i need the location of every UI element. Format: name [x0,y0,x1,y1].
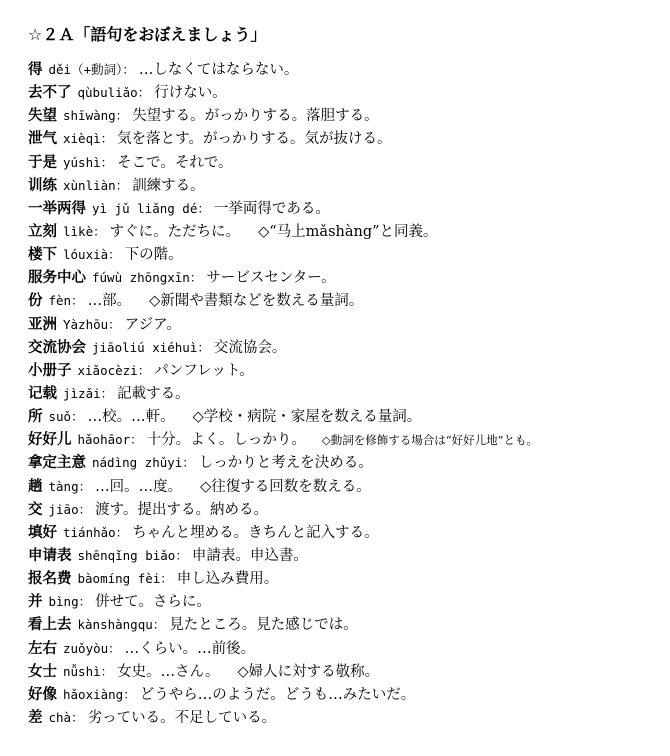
vocab-meaning: どうやら…のようだ。どうも…みたいだ。 [139,686,416,703]
vocab-pinyin: shīwàng： [63,108,129,124]
vocab-entry [28,405,668,428]
vocab-meaning: 劣っている。不足している。 [87,709,277,726]
vocab-meaning: サービスセンター。 [206,270,336,287]
vocab-entry [28,336,668,359]
vocab-entry [28,567,668,590]
vocab-meaning: 女史。…さん。 [117,663,220,680]
vocab-word: 泄气 [28,131,57,148]
vocab-meaning: 併せて。さらに。 [95,594,211,611]
vocab-word: 小册子 [28,362,72,379]
vocab-pinyin: xiǎocèzi： [77,362,151,378]
vocab-entry [28,637,668,660]
vocab-pinyin: chà： [48,709,84,725]
vocabulary-document [28,22,668,729]
vocab-entry [28,475,668,498]
vocab-word: 训练 [28,177,57,194]
vocab-pinyin: nádìng zhǔyi： [92,455,195,471]
vocab-word: 失望 [28,108,57,125]
vocab-word: 交流协会 [28,339,86,356]
vocab-entry [28,174,668,197]
vocab-meaning: …部。 [87,293,132,310]
vocab-word: 立刻 [28,223,57,240]
vocab-pinyin: zuǒyòu： [63,640,121,656]
vocab-entry [28,58,668,81]
vocab-pinyin: shēnqǐng biǎo： [77,547,188,563]
vocab-word: 于是 [28,154,57,171]
vocab-word: 记载 [28,385,57,402]
vocab-pinyin: yúshì： [63,154,114,170]
vocab-meaning: 見たところ。見た感じでは。 [169,617,358,634]
vocab-pinyin: tiánhǎo： [63,524,129,540]
vocab-meaning: ちゃんと埋める。きちんと記入する。 [132,524,379,541]
vocab-word: 亚洲 [28,316,57,333]
vocab-pinyin: kànshàngqu： [77,617,166,633]
vocab-meaning: …しなくてはならない。 [138,62,299,78]
vocab-pinyin: hǎoxiàng： [63,686,136,702]
vocab-word: 所 [28,409,43,426]
vocab-entry [28,683,668,706]
vocab-entry [28,498,668,521]
vocab-word: 楼下 [28,247,57,264]
vocab-pinyin: tàng： [48,478,92,494]
vocab-word: 去不了 [28,85,72,102]
vocab-entry [28,544,668,567]
vocab-pinyin: Yàzhōu： [63,316,121,332]
vocab-note: ◇往復する回数を数える。 [200,478,371,495]
vocab-meaning: 下の階。 [124,247,183,264]
vocab-word: 一举两得 [28,200,86,217]
vocab-meaning: …校。…軒。 [87,409,175,426]
vocab-entry [28,359,668,382]
vocab-entry [28,220,668,243]
vocab-pinyin: jiāo： [48,501,92,517]
vocab-note: ◇学校・病院・家屋を数える量詞。 [192,409,422,426]
vocab-meaning: …回。…度。 [95,478,183,495]
vocab-note: ◇婦人に対する敬称。 [237,663,380,680]
vocab-pinyin: fúwù zhōngxīn： [92,270,203,286]
vocab-word: 填好 [28,524,57,541]
vocab-entry [28,289,668,312]
vocab-word: 拿定主意 [28,455,86,472]
vocab-meaning: …くらい。…前後。 [124,640,256,657]
vocab-pinyin: xièqì： [63,131,114,147]
document-title: ☆２Ａ「語句をおぼえましょう」 [28,25,267,44]
vocab-entry [28,660,668,683]
vocab-meaning: 一挙両得である。 [213,200,330,217]
vocab-word: 好像 [28,686,57,703]
vocab-note: ◇新聞や書類などを数える量詞。 [149,293,364,310]
vocab-entry [28,197,668,220]
vocab-word: 女士 [28,663,57,680]
vocab-entry [28,590,668,613]
vocab-pinyin: jiāoliú xiéhuì： [92,339,210,355]
vocab-word: 左右 [28,640,57,657]
vocab-meaning: すぐに。ただちに。 [109,223,241,240]
vocab-entry [28,266,668,289]
vocab-meaning: 行けない。 [154,85,227,102]
vocab-entry [28,451,668,474]
vocab-meaning: 訓練する。 [132,177,205,194]
vocab-entry [28,706,668,729]
vocab-word: 看上去 [28,617,72,634]
vocab-meaning: パンフレット。 [154,362,254,379]
vocab-pinyin: qùbuliǎo： [77,85,151,101]
vocab-word: 趟 [28,478,43,495]
vocab-entry [28,243,668,266]
vocab-pinyin: suǒ： [48,409,84,425]
vocab-entry [28,104,668,127]
vocab-meaning: 交流協会。 [213,339,287,356]
vocab-word: 差 [28,709,43,726]
vocab-meaning: 気を落とす。がっかりする。気が抜ける。 [117,131,392,148]
vocab-pinyin: yì jǔ liǎng dé： [92,200,210,216]
vocab-meaning: 申し込み費用。 [176,571,279,588]
vocab-note: ◇動詞を修飾する場合は“好好儿地”とも。 [321,433,539,448]
vocab-pinyin: jìzǎi： [63,385,114,401]
vocab-meaning: しっかりと考えを決める。 [198,455,373,472]
vocab-pinyin: děi（+動詞）： [48,62,135,77]
vocab-entry [28,428,668,451]
vocab-word: 交 [28,501,43,518]
vocab-pinyin: hǎohāor： [77,432,143,448]
vocab-meaning: 渡す。提出する。納める。 [95,501,268,518]
vocab-meaning: 記載する。 [117,385,190,402]
vocab-meaning: 十分。よく。しっかり。 [146,432,306,449]
vocab-pinyin: lóuxià： [63,247,121,263]
vocab-meaning: 申請表。申込書。 [191,547,308,564]
vocab-pinyin: fèn： [48,293,84,309]
vocab-entry [28,81,668,104]
vocab-pinyin: lìkè： [63,223,106,239]
vocab-note: ◇“马上mǎshàng”と同義。 [258,223,438,240]
vocab-entry [28,313,668,336]
vocab-word: 申请表 [28,547,72,564]
vocab-entry [28,127,668,150]
vocab-meaning: 失望する。がっかりする。落胆する。 [132,108,379,125]
vocab-pinyin: nǚshì： [63,663,114,679]
vocab-pinyin: xùnliàn： [63,177,129,193]
vocab-word: 份 [28,293,43,310]
vocab-word: 得 [28,62,43,78]
vocab-word: 服务中心 [28,270,86,287]
vocab-entry [28,151,668,174]
vocab-pinyin: bàomíng fèi： [77,571,173,587]
vocab-meaning: そこで。それで。 [117,154,233,171]
vocab-entry [28,382,668,405]
vocab-meaning: アジア。 [124,316,181,333]
vocabulary-list [28,58,668,729]
vocab-word: 并 [28,594,43,611]
vocab-entry [28,521,668,544]
vocab-word: 报名费 [28,571,72,588]
vocab-word: 好好儿 [28,432,72,449]
vocab-entry [28,613,668,636]
vocab-pinyin: bìng： [48,594,92,610]
